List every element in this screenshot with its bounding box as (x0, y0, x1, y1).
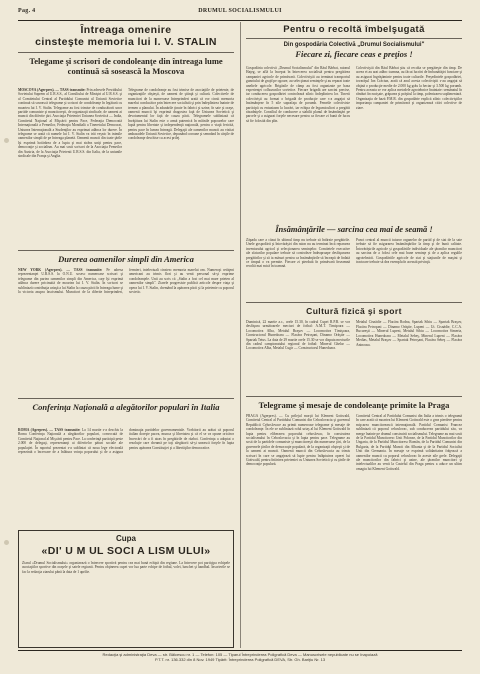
harvest-headline: Pentru o recoltă îmbelşugată (283, 24, 425, 35)
ny-title-block (18, 254, 234, 266)
harvest-intro-right: Colectiviştii din Răul Bârbat ştiu că recolta se pregăteşte din timp. De aceea ei au arat adânc toamna, au făcut lucrări de îmbunătăţiri funciare şi au asigurat îngrăşăminte pentru toate culturile. Preşedintele gospodăriei, tovarăşul Ion Crăciun, arată că anul acesta colectiviştii s-au angajat să obţină o producţie medie de 2.000 kg grâu la hectar şi 3.500 kg porumb. Pentru aceasta se vor aplica metodele agrotehnice înaintate: semănatul în rânduri încrucişate, grăparea şi prăşitul la timp, polenizarea suplimentară. Organizaţia de bază P.M.R. din gospodărie explică zilnic colectiviştilor importanţa campaniei de primăvară şi organizează citiri colective de ziare. (356, 66, 462, 110)
harvest-article-col1 (246, 66, 350, 222)
telegram-body-right: Telegrame de condoleanţe au fost trimise de asociaţiile de prietenie, de organizaţiile obşteşti, de oameni de ştiinţă şi cultură. Colectivele de muncitori de la numeroase întreprinderi arată că vor cinsti memoria marelui conducător prin întrecere socialistă şi prin îndeplinirea înainte de termen a planului. În adunările ţinute în fabrici şi uzine, în sate şi oraşe, oamenii muncii îşi exprimă dragostea faţă de Uniunea Sovietică şi devotamentul lor faţă de cauza păcii. Telegramele subliniază că învăţătura lui Stalin este o armă puternică în mâinile popoarelor care luptă pentru libertate şi independenţă naţională, pentru o viaţă fericită, pentru pace în lumea întreagă. Delegaţii ale oamenilor muncii au vizitat ambasadele Uniunii Sovietice, depunând coroane şi semnând în cărţile de condoleanţe deschise cu acest prilej. (128, 88, 234, 141)
cup-body: Ziarul «Drumul Socialismului» organizează o întrecere sportivă pentru cea mai bună echipă din regiune. La întrecere pot participa echipele asociaţiilor sportive din oraşele şi satele regiunii. Pentru obţinerea cupei vor lua parte echipe de fotbal, volei, baschet şi handbal. Înscrierile se fac la redacţia ziarului până la data de 1 aprilie. (22, 561, 230, 574)
imprint-line1: Redacţia şi administraţia Deva — str. Bălcescu nr. 1 — Telefon: 105 — Tiparul Întreprinderea Poligrafică Deva — Manuscrisele nepublicate nu se înapoiază (102, 652, 378, 657)
sowing-body: Zăpada care a căzut în ultimul timp nu trebuie să întârzie pregătirile. Unele gospodării şi întovărăşiri din raion nu au terminat încă repararea inventarului agricol şi selecţionarea seminţelor. Comitetele executive ale sfaturilor populare trebuie să controleze îndeaproape desfăşurarea pregătirilor şi să ia măsuri pentru ca însămânţările să înceapă de îndată ce timpul o va permite. Fiecare zi pierdută în primăvară înseamnă recoltă mai mică în toamnă. (246, 238, 350, 269)
section-rule (246, 396, 462, 397)
sport-list: Metalul Cisnădie — Flacăra Rodna, Spartak Sibiu — Spartak Braşov, Flacăra Petroşani — Dinamo Orăştie, Lupeni — Ut. Cisnădie, C.C.A. Bucureşti — Minerul Lupeni, Metalul Sibiu — Locomotiva Simeria, Locomotiva Hunedoara — Metalul Sebeş, Minerul Lupeni — Flacăra Medias, Metalul Braşov — Spartak Petroşani, Flacăra Sebeş — Flacăra Aninoasa. (356, 320, 462, 347)
telegram-article-col1 (18, 88, 122, 246)
ny-body: Pe adresa reprezentanţei U.R.S.S. la O.N.U. sosesc numeroase scrisori şi telegrame din partea oamenilor simpli din America, care îşi exprimă adânca durere pricinuită de moartea lui I. V. Stalin. În scrisori se subliniază contribuţia uriaşă a lui Stalin la cauza păcii în întreaga lume şi la victoria asupra fascismului. Muncitori de la diferite întreprinderi, fermieri, intelectuali cinstesc memoria marelui om. Numeroşi cetăţeni americani au trimis flori şi au venit personal să-şi exprime condoleanţele. Unii au scris că ,,Stalin a fost cel mai mare prieten al oamenilor simpli''. Ziarele progresiste publică articole despre viaţa şi opera lui I. V. Stalin, chemând la apărarea păcii şi la prietenie cu poporul sovietic. (18, 268, 234, 295)
section-rule (246, 302, 462, 303)
ny-dateline: NEW YORK (Agerpres). — TASS transmite: (18, 268, 103, 272)
head-rule (18, 20, 462, 21)
praga-title: Telegrame şi mesaje de condoleanţe primite la Praga (258, 400, 450, 410)
sowing-body-right: Punct central al muncii tuturor organelor de partid şi de stat de la sate trebuie să fie asigurarea însămânţărilor la timp şi de bună calitate. Întovărăşirile agricole şi gospodăriile individuale ale ţăranilor muncitori au sarcina de a folosi cele mai bune seminţe şi de a aplica regulile agrotehnicii. Gospodăriile agricole de stat şi staţiunile de maşini şi tractoare trebuie să dea exemplu în această privinţă. (356, 238, 462, 265)
stalin-headline-block (18, 24, 234, 84)
praga-title-block (246, 400, 462, 412)
binding-hole (4, 540, 9, 545)
footer-rule (18, 650, 462, 651)
praga-body-right: Comitetul Central al Partidului Comunist din Italia a trimis o telegramă în care arată că moartea lui Klement Gottwald este o grea pierdere pentru mişcarea muncitorească internaţională. Partidul Comunist Francez subliniază că poporul cehoslovac, sub conducerea partidului său, va merge înainte pe drumul construirii socialismului. Telegrame au mai sosit de la Partidul Muncitoresc Unit Polonez, de la Partidul Muncitorilor din Ungaria, de la Partidul Muncitoresc Român, de la Partidul Comunist din Bulgaria, de la Partidul Muncii din Albania şi de la Partidul Socialist Unit din Germania. În mesaje se exprimă solidaritatea frăţească a oamenilor muncii cu poporul cehoslovac în aceste zile grele. Delegaţii ale muncitorilor din fabrici şi uzine, ale ţăranilor muncitori şi intelectualilor au venit la Castelul din Praga pentru a aduce un ultim omagiu lui Klement Gottwald. (356, 414, 462, 471)
sport-article (246, 320, 350, 392)
sowing-article-col2 (356, 238, 462, 298)
sowing-title-block (246, 224, 462, 236)
sport-fixtures (356, 320, 462, 392)
harvest-subheadline: Fiecare zi, fiecare ceas e preţios ! (295, 49, 413, 59)
sport-body: Duminică, 22 martie a.c., orele 15.30, în cadrul Cupei R.P.R. se vor desfăşura următoarele meciuri de fotbal: A.M.T. Timişoara — Locomotiva Alba, Metalul Braşov — Locomotiva Timişoara, Constructorul Hunedoara — Flacăra Petroşani, Dinamo Orăştie — Spartak Teius. La data de 29 martie orele 15.30 se vor disputa meciurile din cadrul campionatului regional de fotbal: Minerul Ghelar — Locomotiva Alba, Metalul Cugir — Constructorul Hunedoara. (246, 320, 350, 351)
telegram-title: Telegame şi scrisori de condoleanţe din întreaga lume continuă să sosească la Moscova (29, 56, 223, 76)
running-head (18, 8, 462, 20)
praga-body: PRAGA (Agerpres). — Cu prilejul morţii lui Klement Gottwald, Comitetul Central al Partidului Comunist din Cehoslovacia şi guvernul Republicii Cehoslovace au primit numeroase telegrame şi mesaje de condoleanţe. În ele se subliniază rolul uriaş al lui Klement Gottwald în lupta pentru eliberarea poporului cehoslovac, în construirea socialismului în Cehoslovacia şi în lupta pentru pace. Telegrame au sosit de la partidele comuniste şi muncitoreşti din numeroase ţări, de la guvernele ţărilor de democraţie populară, de la organizaţii obşteşti şi de la oameni ai muncii. Oamenii muncii din Cehoslovacia au trimis scrisori în care se angajează să lupte pentru înfăptuirea operei lui Gottwald, pentru întărirea prieteniei cu Uniunea Sovietică şi cu ţările de democraţie populară. (246, 414, 350, 467)
cup-kicker: Cupa (116, 534, 136, 543)
harvest-kicker: Din gospodăria Colectivă „Drumul Socialismului" (283, 42, 425, 48)
section-rule (18, 398, 234, 399)
ny-title: Durerea oamenilor simpli din America (58, 254, 194, 264)
sport-title-block (246, 306, 462, 318)
telegram-body: Prin adresele Prezidiului Sovietului Suprem al U.R.S.S., al Consiliului de Miniştri al U.R.S.S. şi al Comitetului Central al Partidului Comunist al Uniunii Sovietice continuă să sosească telegrame şi scrisori de condoleanţe în legătură cu moartea lui I. V. Stalin. Telegrame au fost trimise de conducătorii unor partide comuniste şi muncitoreşti, de organizaţii sindicale, de oameni ai muncii din diferite ţări. Asociaţia Prieteniei Uniunea Sovietică — India, Comitetul Naţional al Mişcării pentru Pace, Federaţia Democrată Internaţională a Femeilor, Federaţia Mondială a Tineretului Democrat, Uniunea Internaţională a Studenţilor au exprimat adânca lor durere. În telegrame se arată că numele lui I. V. Stalin va trăi veşnic în inimile oamenilor simpli de pe întreaga planetă. Oamenii muncii din toate ţările îşi exprimă hotărârea de a lupta şi mai strâns uniţi pentru pace, democraţie şi socialism. Au mai sosit scrisori de la Asociaţia Femeilor din Austria, de la Asociaţia Prietenii U.R.S.S. din Italia, de la uniunile sindicale din Franţa şi Anglia. (18, 88, 122, 159)
newspaper-title: DRUMUL SOCIALISMULUI (198, 8, 282, 14)
telegram-article-col2 (128, 88, 234, 246)
cup-title: «DI' U M UL SOCI A LISM ULUI» (41, 545, 211, 557)
page-number: Pag. 4 (18, 8, 36, 14)
italy-title-block (18, 402, 234, 426)
praga-article-col1 (246, 414, 350, 648)
sowing-title: Însămânţările — sarcina cea mai de seamă ! (275, 224, 433, 234)
headline-line2: cinsteşte memoria lui I. V. STALIN (35, 36, 217, 48)
ny-article (18, 268, 234, 394)
italy-body: La 14 martie s-a deschis la Roma Conferinţa Naţională a alegătorilor populari, convocată de Comitetul Naţional al Mişcării pentru Pace. La conferinţă participă peste 2.000 de delegaţi, reprezentanţi ai diferitelor pături sociale ale populaţiei. În raportul prezentat s-a subliniat că noua lege electorală reprezintă o încercare de a înlătura voinţa poporului şi de a asigura dominaţia partidelor guvernamentale. Vorbitorii au arătat că poporul italian doreşte pacea, munca şi libertatea şi că el se va opune oricăror încercări de a fi atras în pregătirile de război. Conferinţa a adoptat o rezoluţie care cheamă pe toţi alegătorii să-şi unească forţele în lupta pentru apărarea Constituţiei şi a libertăţilor democratice. (18, 428, 234, 455)
harvest-intro: Gospodăria colectivă „Drumul Socialismului" din Răul Bârbat, raionul Haţeg, se află la început în întrecerea socialistă pentru pregătirea campaniei agricole de primăvară. Colectiviştii au terminat transportul gunoiului de grajd pe ogoare, au selecţionat seminţele şi au reparat toate uneltele agricole. Brigăzile de câmp au fost organizate pe baza experienţei colhozurilor sovietice. Fiecare brigadă are sarcini precise, iar conducerea gospodăriei controlează zilnic îndeplinirea lor. Tinerii colectivişti au format o brigadă de producţie care s-a angajat să însămânţeze în 5 zile suprafaţa de porumb. Femeile colectiviste participă cu entuziasm la lucrări, iar echipa de legumicultori a pregătit răsadniţele. Consiliul de conducere a stabilit planul de însămânţări pe parcele şi a asigurat forţele necesare pentru ca fiecare zi bună de lucru să fie folosită din plin. (246, 66, 350, 123)
imprint-line2: P.T.T. nr. 136.332 din 8 Nov. 1949 Tipărit: Întreprinderea Poligrafică DEVA, Str. Gh. Bariţiu Nr. 13 (154, 657, 326, 662)
italy-article (18, 428, 234, 524)
telegram-dateline: MOSCOVA (Agerpres). — TASS transmite: (18, 88, 86, 92)
sport-title: Cultură fizică şi sport (306, 306, 402, 316)
italy-title: Conferinţa Naţională a alegătorilor populari în Italia (32, 402, 220, 412)
sowing-article-col1 (246, 238, 350, 298)
headline-rule (18, 52, 234, 53)
harvest-rule (246, 38, 462, 39)
harvest-article-col2 (356, 66, 462, 222)
italy-dateline: ROMA (Agerpres). — TASS transmite: (18, 428, 81, 432)
harvest-headline-block (246, 24, 462, 64)
imprint-footer (18, 652, 462, 662)
column-divider (240, 22, 241, 648)
binding-hole (4, 138, 9, 143)
cup-announcement-box (18, 530, 234, 648)
praga-article-col2 (356, 414, 462, 648)
section-rule (18, 250, 234, 251)
headline-line1: Întreaga omenire (80, 24, 172, 36)
